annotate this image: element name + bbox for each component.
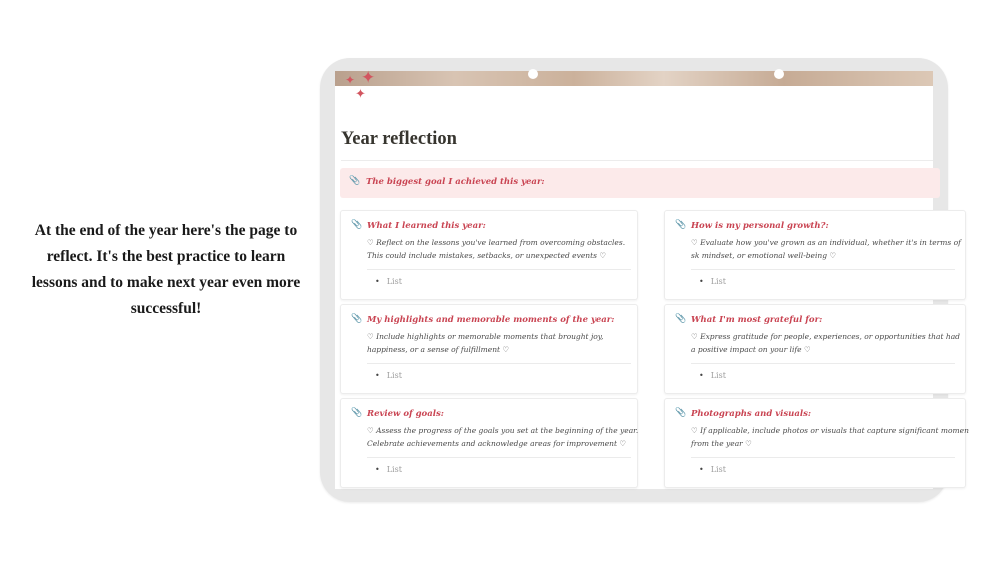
paperclip-icon: 📎 bbox=[351, 408, 363, 418]
divider bbox=[341, 160, 933, 161]
list-placeholder: List bbox=[386, 371, 402, 380]
card-description[interactable]: ♡ Express gratitude for people, experiences, or opportunities that had a positive impact on your life ♡ bbox=[691, 332, 960, 354]
card-photographs[interactable] bbox=[664, 398, 969, 488]
sparkle-icon: ✦ bbox=[345, 73, 356, 87]
list-placeholder: List bbox=[710, 371, 726, 380]
card-description[interactable]: ♡ Evaluate how you've grown as an individual, whether it's in terms of sk mindset, or emotional well-being ♡ bbox=[691, 238, 961, 260]
card-highlights[interactable] bbox=[340, 304, 638, 394]
list-item[interactable] bbox=[699, 465, 726, 474]
list-placeholder: List bbox=[710, 277, 726, 286]
paperclip-icon: 📎 bbox=[675, 408, 687, 418]
card-description[interactable]: ♡ Assess the progress of the goals you set at the beginning of the year. Celebrate achievements and acknowledge areas for improvement ♡ bbox=[367, 426, 639, 448]
paperclip-icon: 📎 bbox=[675, 220, 687, 230]
card-heading[interactable]: Photographs and visuals: bbox=[691, 409, 812, 419]
list-item[interactable] bbox=[375, 371, 402, 380]
divider bbox=[691, 457, 955, 458]
tablet-frame bbox=[320, 58, 969, 502]
card-heading[interactable]: What I'm most grateful for: bbox=[691, 315, 823, 325]
sparkle-icon: ✦ bbox=[361, 68, 376, 88]
bullet-icon: • bbox=[375, 277, 380, 286]
paperclip-icon: 📎 bbox=[349, 176, 361, 186]
bullet-icon: • bbox=[699, 371, 704, 380]
list-item[interactable] bbox=[699, 371, 726, 380]
card-heading[interactable]: What I learned this year: bbox=[367, 221, 486, 231]
notion-page[interactable] bbox=[335, 68, 969, 489]
divider bbox=[367, 269, 631, 270]
card-description[interactable]: ♡ Reflect on the lessons you've learned from overcoming obstacles. This could include mistakes, setbacks, or unexpected events ♡ bbox=[367, 238, 626, 260]
cover-image[interactable] bbox=[335, 68, 933, 88]
card-personal-growth[interactable] bbox=[664, 210, 966, 300]
list-placeholder: List bbox=[386, 465, 402, 474]
list-placeholder: List bbox=[386, 277, 402, 286]
page-title[interactable]: Year reflection bbox=[341, 129, 457, 149]
callout-text[interactable]: The biggest goal I achieved this year: bbox=[366, 177, 545, 187]
cover-ornament bbox=[528, 69, 538, 79]
cover-ornament bbox=[774, 69, 784, 79]
bullet-icon: • bbox=[375, 371, 380, 380]
card-what-i-learned[interactable] bbox=[340, 210, 638, 300]
bullet-icon: • bbox=[375, 465, 380, 474]
list-item[interactable] bbox=[375, 277, 402, 286]
card-review-of-goals[interactable] bbox=[340, 398, 638, 488]
promo-text: At the end of the year here's the page to reflect. It's the best practice to learn lessons and to make next year even more successful! bbox=[31, 222, 301, 317]
bullet-icon: • bbox=[699, 465, 704, 474]
card-description[interactable]: ♡ If applicable, include photos or visuals that capture significant momen from the year ♡ bbox=[691, 426, 969, 448]
paperclip-icon: 📎 bbox=[675, 314, 687, 324]
card-grateful-for[interactable] bbox=[664, 304, 966, 394]
card-heading[interactable]: My highlights and memorable moments of the year: bbox=[367, 315, 615, 325]
card-heading[interactable]: Review of goals: bbox=[367, 409, 444, 419]
bullet-icon: • bbox=[699, 277, 704, 286]
paperclip-icon: 📎 bbox=[351, 220, 363, 230]
list-item[interactable] bbox=[699, 277, 726, 286]
divider bbox=[691, 363, 955, 364]
list-placeholder: List bbox=[710, 465, 726, 474]
divider bbox=[691, 269, 955, 270]
card-heading[interactable]: How is my personal growth?: bbox=[691, 221, 829, 231]
card-description[interactable]: ♡ Include highlights or memorable moments that brought joy, happiness, or a sense of fulfillment ♡ bbox=[367, 332, 604, 354]
paperclip-icon: 📎 bbox=[351, 314, 363, 324]
sparkle-icon[interactable]: ✦ bbox=[355, 87, 366, 102]
callout-biggest-goal[interactable] bbox=[340, 168, 940, 198]
list-item[interactable] bbox=[375, 465, 402, 474]
divider bbox=[367, 457, 631, 458]
divider bbox=[367, 363, 631, 364]
